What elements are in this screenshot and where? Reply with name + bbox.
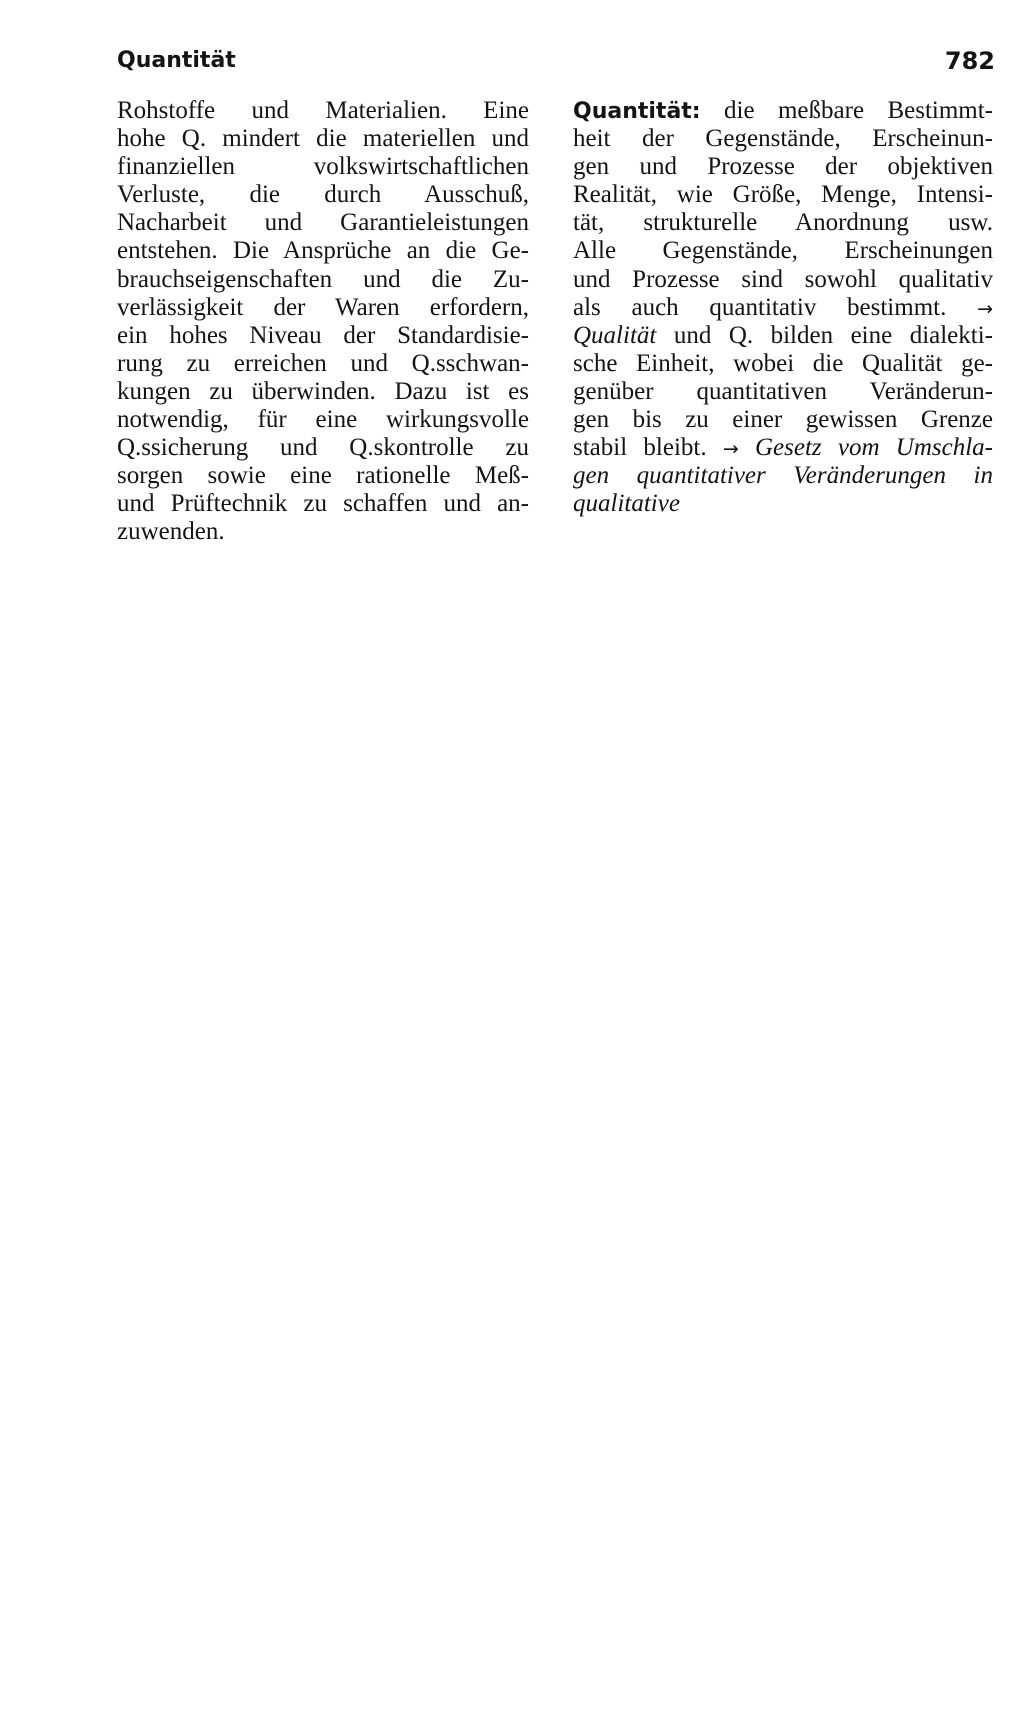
text-line: entstehen. Die Ansprüche an die Ge- <box>117 237 529 265</box>
text-line: hohe Q. mindert die materiellen und <box>117 125 529 153</box>
text-line <box>573 462 993 490</box>
text-line-with-reference <box>573 322 993 350</box>
line-text: und Q. bilden eine dialekti- <box>656 321 993 349</box>
page-number: 782 <box>944 47 995 75</box>
line-text: stabil bleibt. <box>573 434 723 462</box>
text-line: finanziellen volkswirtschaftlichen <box>117 153 529 181</box>
right-column <box>573 97 993 518</box>
running-head <box>117 44 995 78</box>
text-line: zuwenden. <box>117 518 225 546</box>
text-line: gen und Prozesse der objektiven <box>573 153 993 181</box>
text-line: brauchseigenschaften und die Zu- <box>117 265 529 293</box>
text-line: Nacharbeit und Garantieleistungen <box>117 209 529 237</box>
cross-reference-link[interactable]: qualitative <box>573 490 680 518</box>
text-line: und Prüftechnik zu schaffen und an- <box>117 490 529 518</box>
text-line: und Prozesse sind sowohl qualitativ <box>573 265 993 293</box>
cross-reference-link[interactable]: gen quantitativer Veränderungen in <box>573 462 993 490</box>
text-line: tät, strukturelle Anordnung usw. <box>573 209 993 237</box>
text-line: Rohstoffe und Materialien. Eine <box>117 97 529 124</box>
cross-reference-link[interactable]: Qualität <box>573 321 657 349</box>
text-line-with-arrow <box>573 294 993 322</box>
text-line: Q.ssicherung und Q.skontrolle zu <box>117 434 529 462</box>
cross-reference-arrow-icon: → <box>977 297 993 320</box>
text-line: kungen zu überwinden. Dazu ist es <box>117 377 529 405</box>
cross-reference-arrow-icon: → <box>722 438 739 461</box>
entry-headword: Quantität: <box>573 99 701 124</box>
entry-definition-start: die meßbare Bestimmt- <box>700 97 993 124</box>
text-line: sorgen sowie eine rationelle Meß- <box>117 462 529 490</box>
text-line: rung zu erreichen und Q.sschwan- <box>117 349 529 377</box>
entry-first-line <box>573 97 993 125</box>
text-line: Alle Gegenstände, Erscheinungen <box>573 237 993 265</box>
text-line <box>573 490 993 518</box>
text-line: notwendig, für eine wirkungsvolle <box>117 406 529 434</box>
text-line: heit der Gegenstände, Erscheinun- <box>573 125 993 153</box>
text-line: sche Einheit, wobei die Qualität ge- <box>573 349 993 377</box>
running-head-word: Quantität <box>117 48 236 73</box>
text-line: gen bis zu einer gewissen Grenze <box>573 406 993 434</box>
line-text: als auch quantitativ bestimmt. <box>573 293 947 321</box>
text-line-with-reference <box>573 434 993 462</box>
text-line: verlässigkeit der Waren erfordern, <box>117 293 529 321</box>
text-line: Realität, wie Größe, Menge, Intensi- <box>573 181 993 209</box>
text-line: ein hohes Niveau der Standardisie- <box>117 321 529 349</box>
text-line: genüber quantitativen Veränderun- <box>573 377 993 405</box>
left-column <box>117 97 529 547</box>
text-line: Verluste, die durch Ausschuß, <box>117 181 529 209</box>
cross-reference-link[interactable]: Gesetz vom Umschla- <box>755 434 993 462</box>
